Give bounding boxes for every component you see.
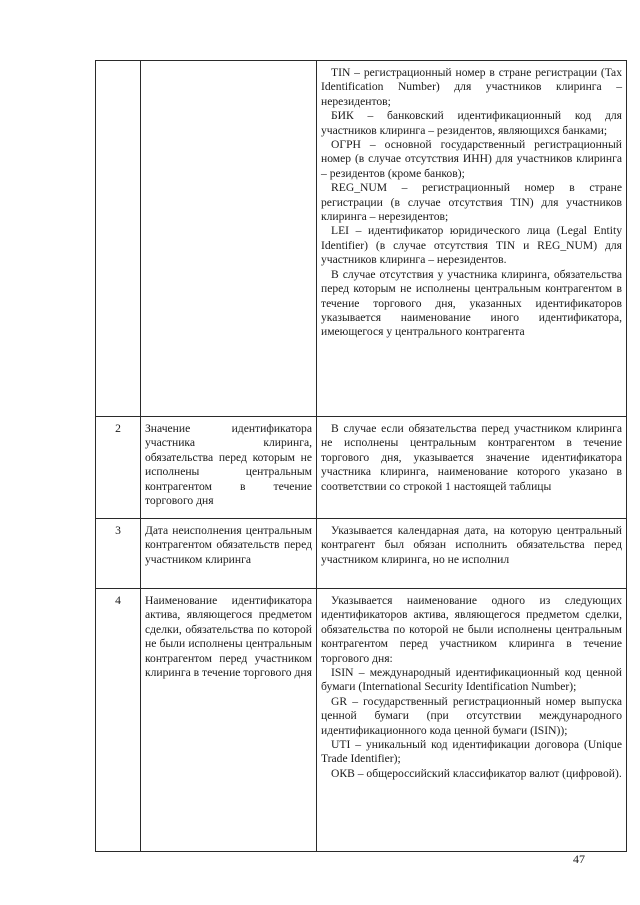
document-table (95, 60, 627, 852)
field-name-text: Значение идентификатора участника клиринга, обязательства перед которым не исполнены центральным контрагентом в течение торгового дня (145, 422, 312, 508)
row-number: 3 (96, 519, 141, 589)
field-name (141, 417, 317, 519)
row-number (96, 61, 141, 417)
description-paragraph: В случае отсутствия у участника клиринга, обязательства перед которым не исполнены центральным контрагентом в течение торгового дня, указанных идентификаторов указывается наименование иного идентификатора, имеющегося у центрального контрагента (321, 267, 622, 339)
field-name-text: Дата неисполнения центральным контрагентом обязательств перед участником клиринга (145, 524, 312, 566)
description-paragraph: Указывается наименование одного из следующих идентификаторов актива, являющегося предметом сделки, обязательства по которой не были исполнены центральным контрагентом перед участником клиринга в течение торгового дня: (321, 594, 622, 665)
description-paragraph: LEI – идентификатор юридического лица (Legal Entity Identifier) (в случае отсутствия TIN и REG_NUM) для участников клиринга – нерезидентов. (321, 224, 622, 267)
table-row (96, 61, 627, 417)
description-paragraph: TIN – регистрационный номер в стране регистрации (Tax Identification Number) для участников клиринга – нерезидентов; (321, 66, 622, 108)
table-row (96, 417, 627, 519)
description-paragraph: GR – государственный регистрационный номер выпуска ценной бумаги (при отсутствии международного идентификационного кода ценной бумаги (ISIN)); (321, 694, 622, 737)
row-number: 2 (96, 417, 141, 519)
row-number: 4 (96, 589, 141, 852)
description-paragraph: БИК – банковский идентификационный код для участников клиринга – резидентов, являющихся банками; (321, 109, 622, 137)
page-number: 47 (573, 852, 585, 866)
field-description (317, 417, 627, 519)
description-paragraph: ОГРН – основной государственный регистрационный номер (в случае отсутствия ИНН) для участников клиринга – резидентов (кроме банков); (321, 138, 622, 180)
field-description (317, 519, 627, 589)
description-paragraph: ОКВ – общероссийский классификатор валют (цифровой). (331, 766, 622, 780)
field-name (141, 589, 317, 852)
description-paragraph: ISIN – международный идентификационный код ценной бумаги (International Security Identification Number); (321, 666, 622, 694)
description-paragraph: В случае если обязательства перед участником клиринга не исполнены центральным контрагентом в течение торгового дня, указывается значение идентификатора участника клиринга, наименование которого указано в соответствии со строкой 1 настоящей таблицы (321, 422, 622, 493)
table-row (96, 589, 627, 852)
table-row (96, 519, 627, 589)
description-paragraph: Указывается календарная дата, на которую центральный контрагент был обязан исполнить обязательства перед участником клиринга, но не исполнил (321, 524, 622, 566)
field-name (141, 61, 317, 417)
field-name-text: Наименование идентификатора актива, являющегося предметом сделки, обязательства по которой не были исполнены центральным контрагентом перед участником клиринга в течение торгового дня (145, 594, 312, 680)
field-description (317, 61, 627, 417)
description-paragraph: REG_NUM – регистрационный номер в стране регистрации (в случае отсутствия TIN) для участников клиринга – нерезидентов; (321, 181, 622, 224)
description-paragraph: UTI – уникальный код идентификации договора (Unique Trade Identifier); (321, 738, 622, 766)
field-description (317, 589, 627, 852)
field-name (141, 519, 317, 589)
